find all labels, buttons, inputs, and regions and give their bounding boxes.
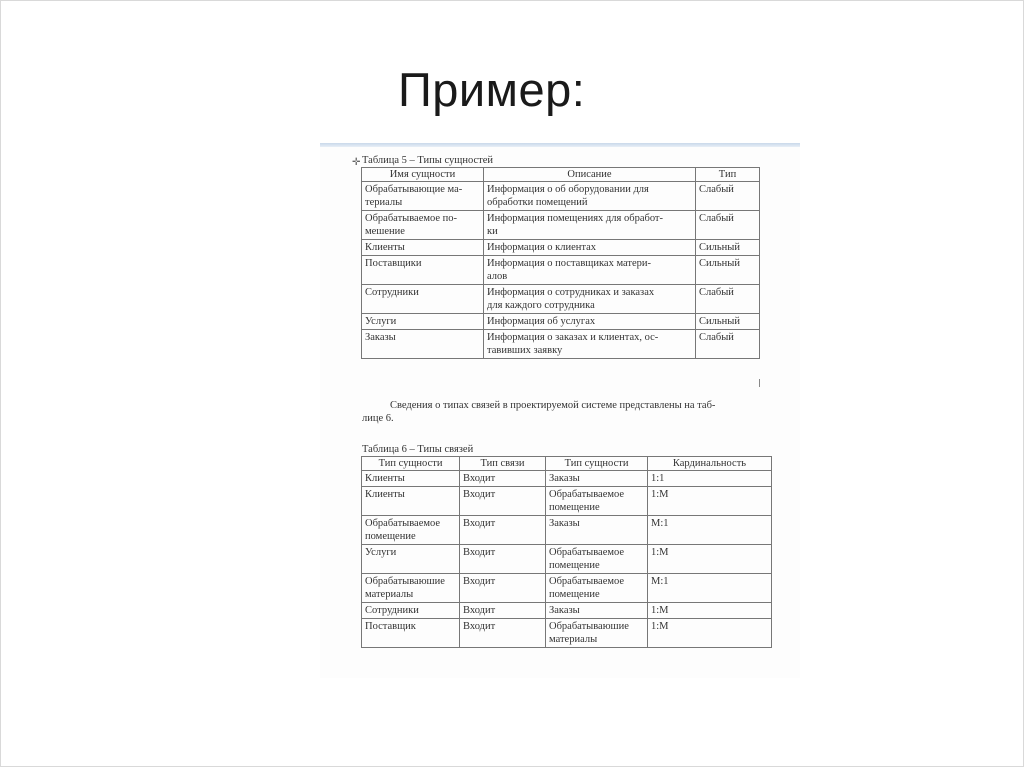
table-cell: Слабый bbox=[696, 330, 760, 359]
table-cell: Сотрудники bbox=[362, 603, 460, 619]
table-cell: Услуги bbox=[362, 314, 484, 330]
table-row bbox=[362, 603, 772, 619]
table-cell: Заказы bbox=[546, 471, 648, 487]
table-cell: Информация о заказах и клиентах, ос- тавивших заявку bbox=[484, 330, 696, 359]
table-row bbox=[362, 516, 772, 545]
table-cell: 1:M bbox=[648, 619, 772, 648]
table-resize-mark bbox=[759, 379, 760, 387]
table-cell: Сильный bbox=[696, 240, 760, 256]
table-cell: Поставщики bbox=[362, 256, 484, 285]
table-cell: Входит bbox=[460, 619, 546, 648]
table-row bbox=[362, 574, 772, 603]
table-cell: Входит bbox=[460, 516, 546, 545]
table-cell: Обрабатывающие ма- териалы bbox=[362, 182, 484, 211]
table-cell: Сильный bbox=[696, 256, 760, 285]
table6-caption: Таблица 6 – Типы связей bbox=[362, 444, 474, 455]
table-cell: Входит bbox=[460, 603, 546, 619]
table-cell: 1:M bbox=[648, 603, 772, 619]
table-cell: Информация о клиентах bbox=[484, 240, 696, 256]
table-row bbox=[362, 314, 760, 330]
table-cell: Клиенты bbox=[362, 487, 460, 516]
table-cell: Входит bbox=[460, 545, 546, 574]
table-cell: Клиенты bbox=[362, 240, 484, 256]
table-header-row bbox=[362, 457, 772, 471]
table-cell: Обрабатываемое помещение bbox=[546, 574, 648, 603]
table-cell: Слабый bbox=[696, 211, 760, 240]
table-row bbox=[362, 285, 760, 314]
table-row bbox=[362, 256, 760, 285]
column-header: Описание bbox=[484, 168, 696, 182]
table-cell: Информация о об оборудовании для обработки помещений bbox=[484, 182, 696, 211]
table-cell: Входит bbox=[460, 471, 546, 487]
table-cell: Слабый bbox=[696, 285, 760, 314]
table-relation-types bbox=[361, 456, 772, 648]
table-cell: Обрабатываюшие материалы bbox=[546, 619, 648, 648]
document-scan bbox=[320, 143, 800, 678]
table-cell: Обрабатываемое помещение bbox=[362, 516, 460, 545]
table-cell: Информация об услугах bbox=[484, 314, 696, 330]
body-paragraph: Сведения о типах связей в проектируемой системе представлены на таб- лице 6. bbox=[362, 400, 716, 424]
table-row bbox=[362, 487, 772, 516]
table-move-handle-icon: ✛ bbox=[352, 157, 361, 168]
table-cell: Заказы bbox=[362, 330, 484, 359]
column-header: Тип сущности bbox=[362, 457, 460, 471]
table-row bbox=[362, 330, 760, 359]
table-cell: Слабый bbox=[696, 182, 760, 211]
column-header: Тип bbox=[696, 168, 760, 182]
table-cell: Обрабатываемое помещение bbox=[546, 487, 648, 516]
table-row bbox=[362, 211, 760, 240]
document-top-border bbox=[320, 143, 800, 147]
table-cell: M:1 bbox=[648, 516, 772, 545]
table-cell: Входит bbox=[460, 487, 546, 516]
table-cell: Сотрудники bbox=[362, 285, 484, 314]
table-row bbox=[362, 240, 760, 256]
table-cell: Услуги bbox=[362, 545, 460, 574]
table-cell: 1:M bbox=[648, 487, 772, 516]
table-cell: Информация о поставщиках матери- алов bbox=[484, 256, 696, 285]
column-header: Кардинальность bbox=[648, 457, 772, 471]
table-cell: Обрабатываемое помещение bbox=[546, 545, 648, 574]
table-row bbox=[362, 545, 772, 574]
table-cell: Заказы bbox=[546, 603, 648, 619]
table-cell: Информация о сотрудниках и заказах для каждого сотрудника bbox=[484, 285, 696, 314]
table-cell: 1:1 bbox=[648, 471, 772, 487]
column-header: Тип сущности bbox=[546, 457, 648, 471]
table-cell: M:1 bbox=[648, 574, 772, 603]
slide-title: Пример: bbox=[398, 63, 586, 116]
table-cell: 1:M bbox=[648, 545, 772, 574]
table-cell: Информация помещениях для обработ- ки bbox=[484, 211, 696, 240]
table-row bbox=[362, 471, 772, 487]
table-cell: Обрабатываемое по- мешение bbox=[362, 211, 484, 240]
table-entity-types bbox=[361, 167, 760, 359]
table-cell: Клиенты bbox=[362, 471, 460, 487]
column-header: Тип связи bbox=[460, 457, 546, 471]
table5-caption: Таблица 5 – Типы сущностей bbox=[362, 155, 493, 166]
table-row bbox=[362, 619, 772, 648]
table-header-row bbox=[362, 168, 760, 182]
table-cell: Заказы bbox=[546, 516, 648, 545]
table-cell: Входит bbox=[460, 574, 546, 603]
column-header: Имя сущности bbox=[362, 168, 484, 182]
table-cell: Обрабатываюшие материалы bbox=[362, 574, 460, 603]
table-cell: Сильный bbox=[696, 314, 760, 330]
table-row bbox=[362, 182, 760, 211]
table-cell: Поставщик bbox=[362, 619, 460, 648]
